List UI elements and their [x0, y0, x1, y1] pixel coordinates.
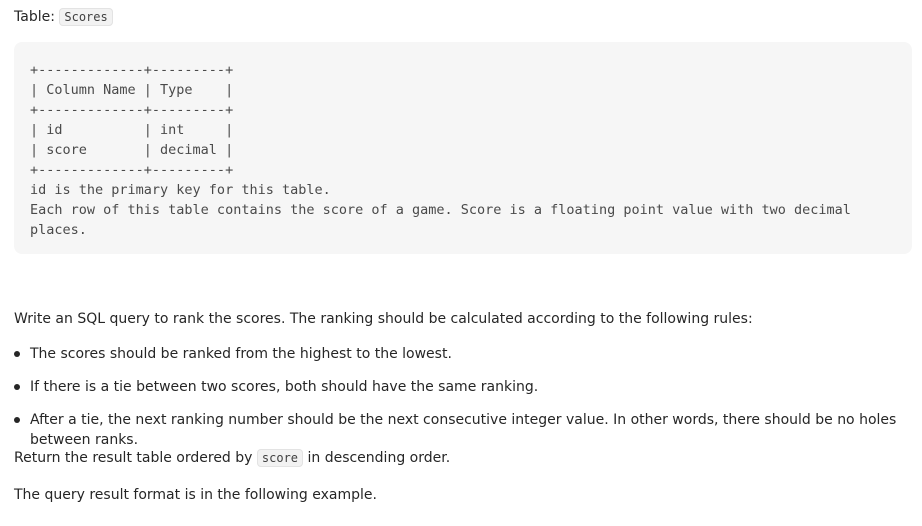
rule-text: After a tie, the next ranking number should be the next consecutive integer value. In other words, there should be no holes between ranks.	[30, 412, 897, 448]
table-label-prefix: Table:	[14, 9, 60, 25]
table-label	[14, 8, 113, 26]
return-text-after: in descending order.	[303, 450, 451, 466]
list-item	[14, 410, 922, 448]
bullet-icon	[14, 384, 20, 390]
list-item	[14, 344, 922, 377]
score-code: score	[257, 449, 303, 467]
problem-intro: Write an SQL query to rank the scores. The ranking should be calculated according to the following rules:	[14, 311, 753, 327]
list-item	[14, 377, 922, 410]
table-name-code: Scores	[59, 8, 112, 26]
schema-code-block	[14, 42, 912, 254]
return-text-before: Return the result table ordered by	[14, 450, 257, 466]
ranking-rules-list	[14, 344, 922, 448]
format-note: The query result format is in the following example.	[14, 487, 377, 503]
rule-text: If there is a tie between two scores, both should have the same ranking.	[30, 379, 539, 395]
rule-text: The scores should be ranked from the highest to the lowest.	[30, 346, 452, 362]
bullet-icon	[14, 417, 20, 423]
schema-code-text: +-------------+---------+ | Column Name | Type | +-------------+---------+ | id | int | | score | decimal | +-------------+---------+ id is the primary key for this table. Each row of this table contains the score of a game. Score is a floating point value with two decimal places.	[30, 62, 851, 238]
return-instruction	[14, 448, 450, 468]
bullet-icon	[14, 351, 20, 357]
